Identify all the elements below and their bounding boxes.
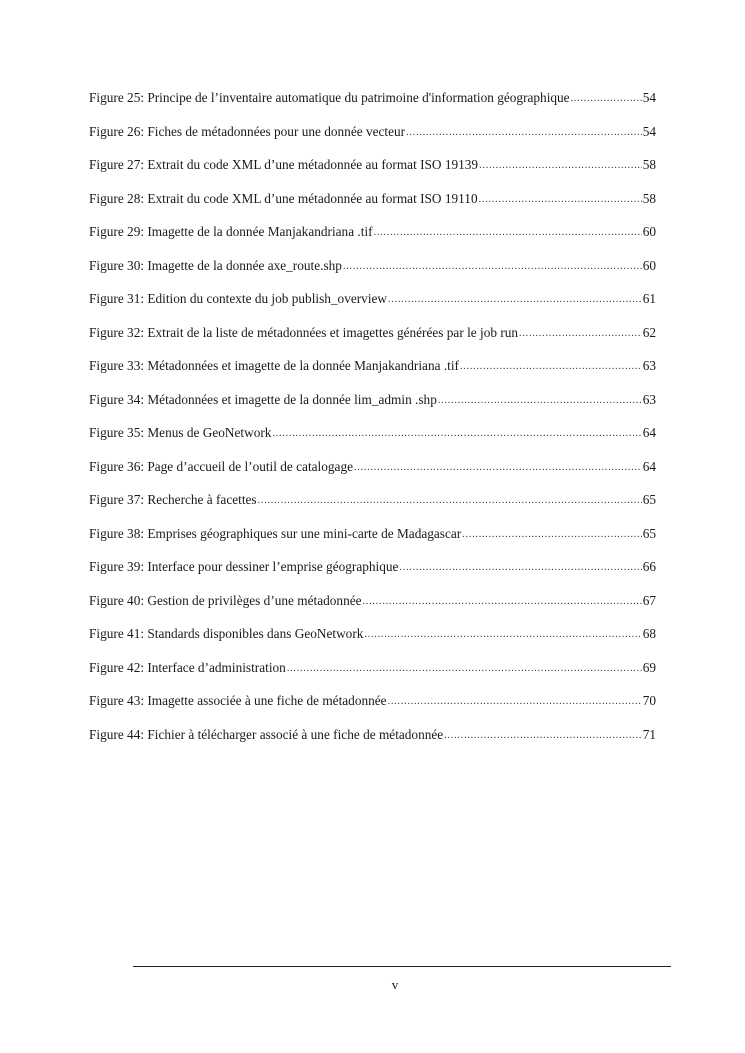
toc-entry-page: 60 [642, 257, 656, 273]
toc-entry-page: 61 [642, 291, 656, 306]
toc-entry[interactable] [89, 624, 656, 658]
toc-entry-page: 54 [642, 90, 656, 105]
toc-entry[interactable] [89, 557, 656, 591]
dot-leader [272, 424, 641, 444]
toc-entry[interactable] [89, 88, 656, 122]
toc-entry-title: Figure 26: Fiches de métadonnées pour une donnée vecteur [89, 123, 406, 139]
toc-entry[interactable] [89, 524, 656, 558]
dot-leader [287, 659, 642, 679]
toc-entry[interactable] [89, 490, 656, 524]
toc-entry-page: 65 [642, 492, 656, 507]
toc-entry[interactable] [89, 591, 656, 625]
toc-entry-title: Figure 28: Extrait du code XML d’une métadonnée au format ISO 19110 [89, 190, 478, 206]
toc-entry-title: Figure 37: Recherche à facettes [89, 492, 257, 507]
toc-entry[interactable] [89, 725, 656, 759]
toc-entry-page: 63 [642, 391, 656, 407]
toc-entry-title: Figure 43: Imagette associée à une fiche de métadonnée [89, 693, 387, 708]
toc-entry[interactable] [89, 457, 656, 491]
toc-entry-page: 60 [642, 224, 656, 239]
dot-leader [258, 491, 642, 511]
toc-entry-title: Figure 25: Principe de l’inventaire automatique du patrimoine d'information géographique [89, 90, 570, 105]
dot-leader [462, 525, 642, 545]
toc-entry-title: Figure 39: Interface pour dessiner l’emprise géographique [89, 559, 399, 574]
toc-entry[interactable] [89, 356, 656, 390]
toc-entry-title: Figure 35: Menus de GeoNetwork [89, 425, 272, 440]
toc-entry[interactable] [89, 390, 656, 424]
toc-entry[interactable] [89, 189, 656, 223]
dot-leader [460, 357, 642, 377]
dot-leader [444, 726, 642, 746]
toc-entry-page: 66 [642, 559, 656, 574]
dot-leader [388, 290, 642, 310]
toc-entry-title: Figure 44: Fichier à télécharger associé à une fiche de métadonnée [89, 726, 444, 742]
toc-entry-page: 63 [642, 358, 656, 373]
toc-entry-page: 70 [642, 693, 656, 708]
toc-entry-page: 54 [642, 123, 656, 139]
toc-entry-page: 64 [642, 458, 656, 474]
toc-entry-title: Figure 27: Extrait du code XML d’une métadonnée au format ISO 19139 [89, 157, 479, 172]
toc-entry-title: Figure 40: Gestion de privilèges d’une métadonnée [89, 592, 362, 608]
toc-entry[interactable] [89, 323, 656, 357]
dot-leader [388, 692, 642, 712]
toc-entry-title: Figure 41: Standards disponibles dans GeoNetwork [89, 626, 364, 641]
footer-divider [133, 966, 671, 967]
toc-entry[interactable] [89, 289, 656, 323]
list-of-figures [89, 88, 656, 758]
dot-leader [479, 156, 642, 176]
dot-leader [363, 592, 642, 612]
toc-entry-page: 58 [642, 190, 656, 206]
toc-entry-title: Figure 34: Métadonnées et imagette de la donnée lim_admin .shp [89, 391, 437, 407]
toc-entry-page: 62 [642, 324, 656, 340]
dot-leader [519, 324, 642, 344]
toc-entry[interactable] [89, 256, 656, 290]
dot-leader [399, 558, 641, 578]
dot-leader [406, 123, 642, 143]
toc-entry[interactable] [89, 122, 656, 156]
toc-entry-page: 65 [642, 525, 656, 541]
toc-entry-title: Figure 33: Métadonnées et imagette de la donnée Manjakandriana .tif [89, 358, 459, 373]
dot-leader [364, 625, 641, 645]
toc-entry[interactable] [89, 658, 656, 692]
toc-entry-title: Figure 36: Page d’accueil de l’outil de catalogage [89, 458, 353, 474]
toc-entry-title: Figure 32: Extrait de la liste de métadonnées et imagettes générées par le job run [89, 324, 519, 340]
toc-entry-page: 58 [642, 157, 656, 172]
toc-entry[interactable] [89, 155, 656, 189]
toc-entry-page: 69 [642, 659, 656, 675]
toc-entry-page: 71 [642, 726, 656, 742]
toc-entry-title: Figure 38: Emprises géographiques sur une mini-carte de Madagascar [89, 525, 462, 541]
page-number: v [391, 977, 399, 992]
toc-entry[interactable] [89, 222, 656, 256]
toc-entry-page: 64 [642, 425, 656, 440]
toc-entry-page: 67 [642, 592, 656, 608]
dot-leader [343, 257, 642, 277]
dot-leader [438, 391, 642, 411]
toc-entry-title: Figure 30: Imagette de la donnée axe_route.shp [89, 257, 342, 273]
dot-leader [354, 458, 642, 478]
toc-entry-page: 68 [642, 626, 656, 641]
toc-entry-title: Figure 42: Interface d’administration [89, 659, 286, 675]
dot-leader [571, 89, 642, 109]
dot-leader [479, 190, 642, 210]
toc-entry-title: Figure 29: Imagette de la donnée Manjakandriana .tif [89, 224, 373, 239]
toc-entry[interactable] [89, 423, 656, 457]
dot-leader [374, 223, 642, 243]
toc-entry-title: Figure 31: Edition du contexte du job publish_overview [89, 291, 388, 306]
toc-entry[interactable] [89, 691, 656, 725]
